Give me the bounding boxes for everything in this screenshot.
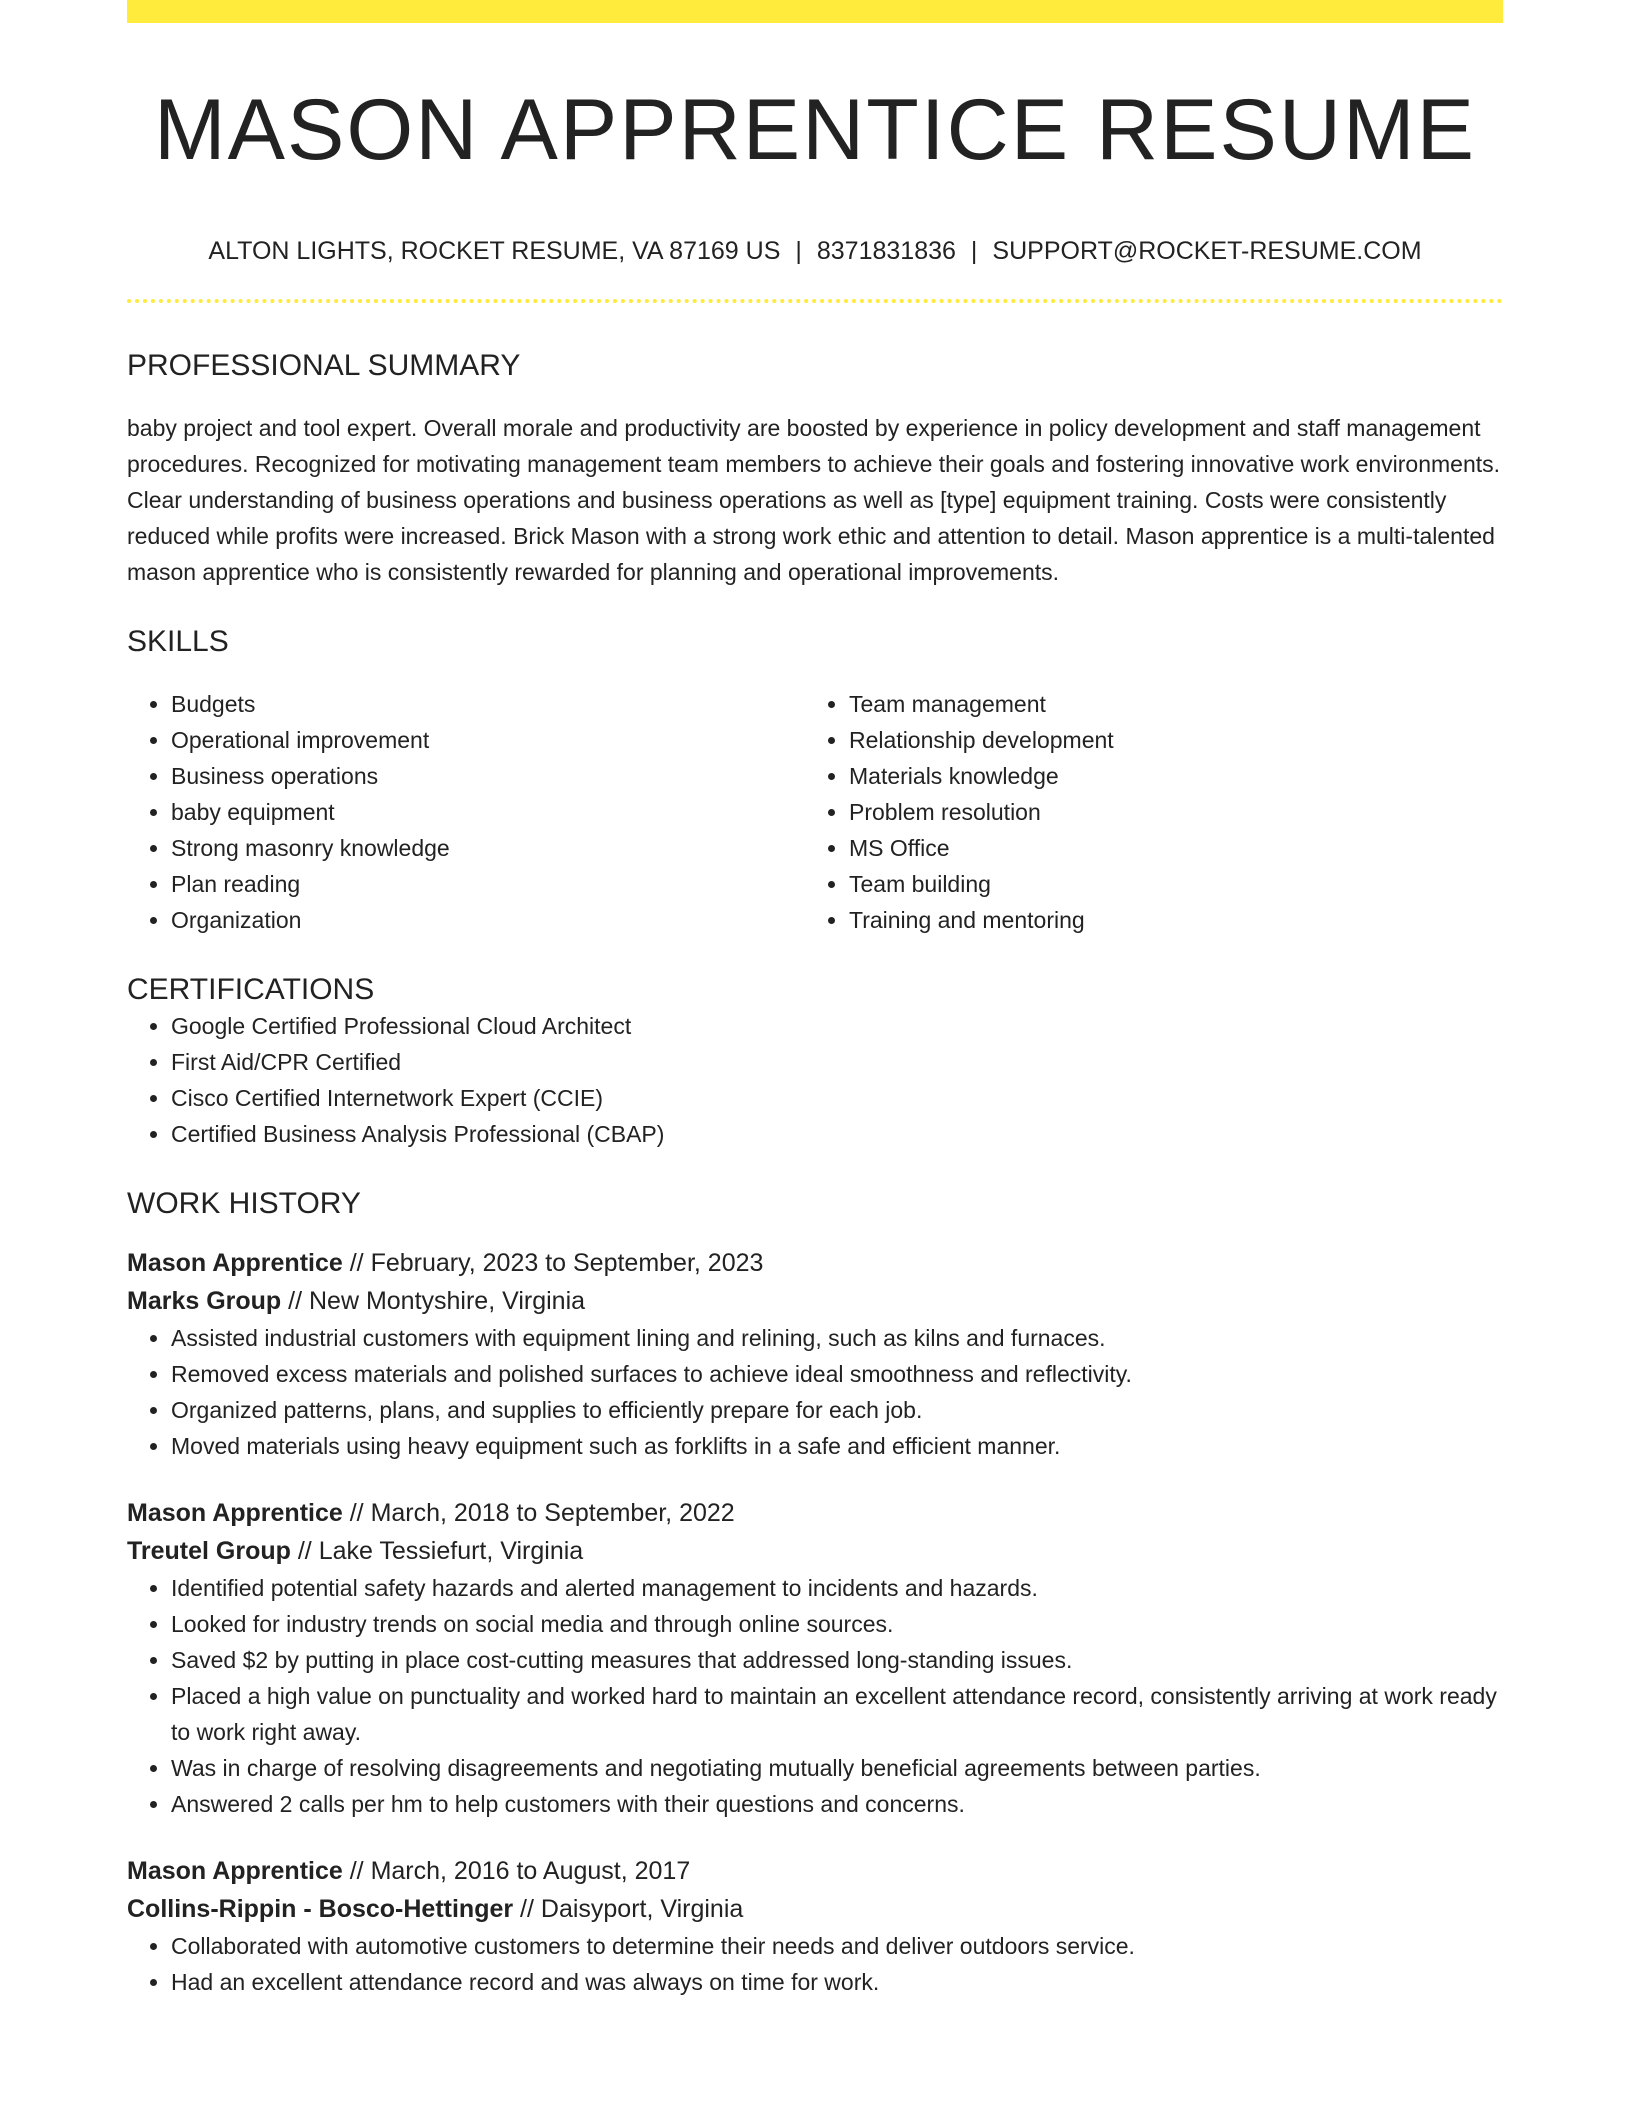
skill-item: • baby equipment [171, 794, 805, 830]
skill-item: • Plan reading [171, 866, 805, 902]
job-company-line [127, 1890, 1503, 1928]
resume-title: MASON APPRENTICE RESUME [154, 82, 1476, 178]
job-bullets [127, 1320, 1503, 1464]
job-location: // Daisyport, Virginia [513, 1895, 744, 1923]
skills-list-right [805, 686, 1483, 938]
contact-phone: 8371831836 [816, 237, 956, 265]
job-bullet: • Collaborated with automotive customers to determine their needs and deliver outdoors service. [171, 1928, 1503, 1964]
contact-line [127, 236, 1503, 266]
skill-item: • Team building [849, 866, 1483, 902]
job-bullet: • Was in charge of resolving disagreements and negotiating mutually beneficial agreements between parties. [171, 1750, 1503, 1786]
job-role-line [127, 1852, 1503, 1890]
skill-item: • Budgets [171, 686, 805, 722]
job-bullet: • Had an excellent attendance record and was always on time for work. [171, 1964, 1503, 2000]
certification-item: • Certified Business Analysis Professional (CBAP) [171, 1116, 1503, 1152]
job-role-line [127, 1244, 1503, 1282]
job-company: Collins-Rippin - Bosco-Hettinger [127, 1895, 514, 1923]
job-dates: // March, 2016 to August, 2017 [342, 1857, 691, 1885]
job-entry [127, 1244, 1503, 1464]
summary-text: baby project and tool expert. Overall morale and productivity are boosted by experience in policy development and staff management procedures. Recognized for motivating management team members to achieve their goals and fostering innovative work environments. Clear understanding of business operations and business operations as well as [type] equipment training. Costs were consistently reduced while profits were increased. Brick Mason with a strong work ethic and attention to detail. Mason apprentice is a multi-talented mason apprentice who is consistently rewarded for planning and operational improvements. [127, 415, 1501, 585]
job-entry [127, 1494, 1503, 1822]
job-bullet: • Assisted industrial customers with equipment lining and relining, such as kilns and furnaces. [171, 1320, 1503, 1356]
skill-item: • Materials knowledge [849, 758, 1483, 794]
job-bullets [127, 1570, 1503, 1822]
contact-address: ALTON LIGHTS, ROCKET RESUME, VA 87169 US [208, 237, 781, 265]
job-bullet: • Organized patterns, plans, and supplies to efficiently prepare for each job. [171, 1392, 1503, 1428]
skill-item: • Business operations [171, 758, 805, 794]
contact-email: SUPPORT@ROCKET-RESUME.COM [992, 237, 1422, 265]
job-bullet: • Moved materials using heavy equipment such as forklifts in a safe and efficient manner. [171, 1428, 1503, 1464]
contact-separator: | [795, 237, 802, 265]
accent-bar [127, 0, 1503, 23]
skills-list-left [127, 686, 805, 938]
skills-column-left [127, 686, 805, 938]
job-dates: // March, 2018 to September, 2022 [342, 1499, 735, 1527]
job-company: Marks Group [127, 1287, 282, 1315]
job-bullet: • Looked for industry trends on social media and through online sources. [171, 1606, 1503, 1642]
skill-item: • MS Office [849, 830, 1483, 866]
job-bullet: • Placed a high value on punctuality and worked hard to maintain an excellent attendance record, consistently arriving at work ready to work right away. [171, 1678, 1503, 1750]
certifications-list [127, 1008, 1503, 1152]
job-bullet: • Removed excess materials and polished surfaces to achieve ideal smoothness and reflectivity. [171, 1356, 1503, 1392]
job-bullets [127, 1928, 1503, 2000]
certification-item: • First Aid/CPR Certified [171, 1044, 1503, 1080]
skill-item: • Strong masonry knowledge [171, 830, 805, 866]
job-location: // Lake Tessiefurt, Virginia [290, 1537, 584, 1565]
certification-item: • Cisco Certified Internetwork Expert (CCIE) [171, 1080, 1503, 1116]
job-bullet: • Identified potential safety hazards and alerted management to incidents and hazards. [171, 1570, 1503, 1606]
skills-column-right [805, 686, 1483, 938]
certification-item: • Google Certified Professional Cloud Architect [171, 1008, 1503, 1044]
skills-heading: SKILLS [127, 625, 229, 658]
skill-item: • Operational improvement [171, 722, 805, 758]
job-role-line [127, 1494, 1503, 1532]
job-company-line [127, 1282, 1503, 1320]
skill-item: • Team management [849, 686, 1483, 722]
job-role: Mason Apprentice [127, 1857, 343, 1885]
skill-item: • Relationship development [849, 722, 1483, 758]
job-entry [127, 1852, 1503, 2000]
job-dates: // February, 2023 to September, 2023 [342, 1249, 764, 1277]
summary-heading: PROFESSIONAL SUMMARY [127, 349, 521, 382]
certifications-heading: CERTIFICATIONS [127, 973, 375, 1006]
job-role: Mason Apprentice [127, 1249, 343, 1277]
skill-item: • Organization [171, 902, 805, 938]
job-bullet: • Answered 2 calls per hm to help customers with their questions and concerns. [171, 1786, 1503, 1822]
skills-grid [127, 686, 1503, 938]
skill-item: • Problem resolution [849, 794, 1483, 830]
work-history-heading: WORK HISTORY [127, 1187, 361, 1220]
job-bullet: • Saved $2 by putting in place cost-cutting measures that addressed long-standing issues. [171, 1642, 1503, 1678]
dotted-divider [127, 299, 1503, 303]
job-company-line [127, 1532, 1503, 1570]
job-company: Treutel Group [127, 1537, 291, 1565]
job-location: // New Montyshire, Virginia [281, 1287, 586, 1315]
skill-item: • Training and mentoring [849, 902, 1483, 938]
resume-page [127, 0, 1503, 2000]
job-role: Mason Apprentice [127, 1499, 343, 1527]
contact-separator: | [970, 237, 978, 265]
